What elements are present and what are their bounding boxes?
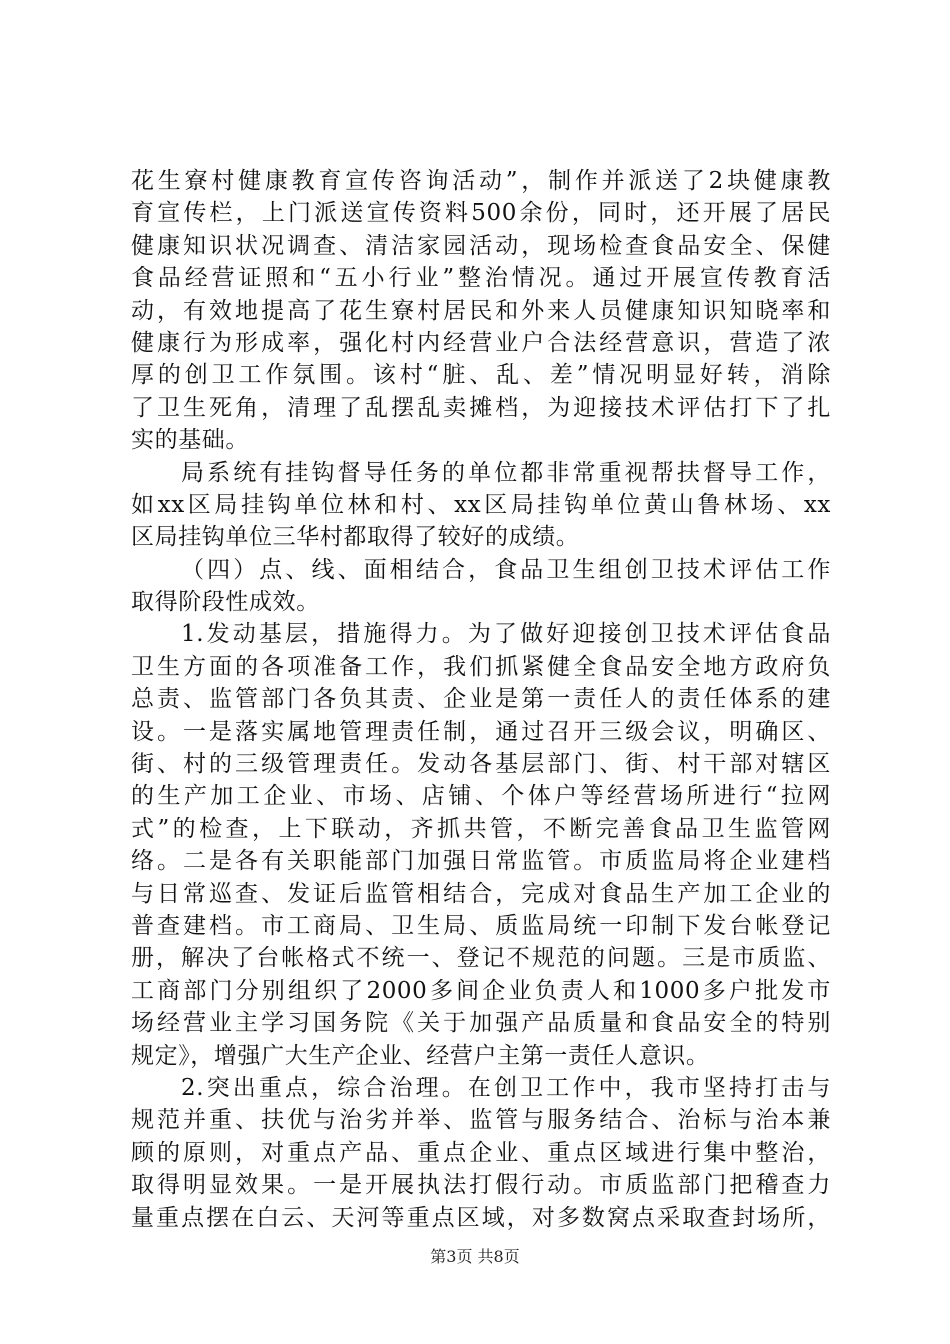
paragraph-line: 取得明显效果。一是开展执法打假行动。市质监部门把稽查力 — [131, 1172, 831, 1199]
paragraph-line: 了卫生死角，清理了乱摆乱卖摊档，为迎接技术评估打下了扎 — [131, 394, 831, 421]
paragraph-line: 区局挂钩单位三华村都取得了较好的成绩。 — [131, 524, 580, 551]
section-heading: （四）点、线、面相结合，食品卫生组创卫技术评估工作 — [181, 556, 831, 583]
paragraph-line: 如xx区局挂钩单位林和村、xx区局挂钩单位黄山鲁林场、xx — [131, 491, 831, 518]
paragraph-line: 册，解决了台帐格式不统一、登记不规范的问题。三是市质监、 — [131, 945, 831, 972]
paragraph-line: 实的基础。 — [131, 427, 249, 454]
paragraph-line: 普查建档。市工商局、卫生局、质监局统一印制下发台帐登记 — [131, 912, 831, 939]
paragraph-line: 设。一是落实属地管理责任制，通过召开三级会议，明确区、 — [131, 718, 831, 745]
paragraph-line: 顾的原则，对重点产品、重点企业、重点区域进行集中整治， — [131, 1139, 831, 1166]
paragraph-line: 局系统有挂钩督导任务的单位都非常重视帮扶督导工作， — [181, 459, 831, 486]
paragraph-line: 络。二是各有关职能部门加强日常监管。市质监局将企业建档 — [131, 848, 831, 875]
paragraph-line: 工商部门分别组织了2000多间企业负责人和1000多户批发市 — [131, 977, 831, 1004]
paragraph-line: 场经营业主学习国务院《关于加强产品质量和食品安全的特别 — [131, 1010, 831, 1037]
paragraph-line: 卫生方面的各项准备工作，我们抓紧健全食品安全地方政府负 — [131, 653, 831, 680]
paragraph-line: 量重点摆在白云、天河等重点区域，对多数窝点采取查封场所， — [131, 1204, 831, 1231]
paragraph-line: 厚的创卫工作氛围。该村“脏、乱、差”情况明显好转，消除 — [131, 362, 831, 389]
paragraph-line: 食品经营证照和“五小行业”整治情况。通过开展宣传教育活 — [131, 265, 831, 292]
paragraph-line: 2.突出重点，综合治理。在创卫工作中，我市坚持打击与 — [181, 1074, 831, 1101]
paragraph-line: 规定》，增强广大生产企业、经营户主第一责任人意识。 — [131, 1042, 710, 1069]
paragraph-line: 健康知识状况调查、清洁家园活动，现场检查食品安全、保健 — [131, 232, 831, 259]
paragraph-line: 1.发动基层，措施得力。为了做好迎接创卫技术评估食品 — [181, 621, 831, 648]
paragraph-line: 育宣传栏，上门派送宣传资料500余份，同时，还开展了居民 — [131, 200, 831, 227]
paragraph-line: 动，有效地提高了花生寮村居民和外来人员健康知识知晓率和 — [131, 297, 831, 324]
paragraph-line: 式”的检查，上下联动，齐抓共管，不断完善食品卫生监管网 — [131, 815, 831, 842]
paragraph-line: 总责、监管部门各负其责、企业是第一责任人的责任体系的建 — [131, 686, 831, 713]
page-number-footer: 第3页 共8页 — [430, 1247, 520, 1266]
paragraph-line: 与日常巡查、发证后监管相结合，完成对食品生产加工企业的 — [131, 880, 831, 907]
paragraph-line: 街、村的三级管理责任。发动各基层部门、街、村干部对辖区 — [131, 751, 831, 778]
paragraph-line: 花生寮村健康教育宣传咨询活动”，制作并派送了2块健康教 — [131, 168, 831, 194]
paragraph-line: 规范并重、扶优与治劣并举、监管与服务结合、治标与治本兼 — [131, 1107, 831, 1134]
section-heading: 取得阶段性成效。 — [131, 589, 320, 616]
paragraph-line: 的生产加工企业、市场、店铺、个体户等经营场所进行“拉网 — [131, 783, 831, 810]
body-text — [131, 165, 831, 1234]
paragraph-line: 健康行为形成率，强化村内经营业户合法经营意识，营造了浓 — [131, 329, 831, 356]
